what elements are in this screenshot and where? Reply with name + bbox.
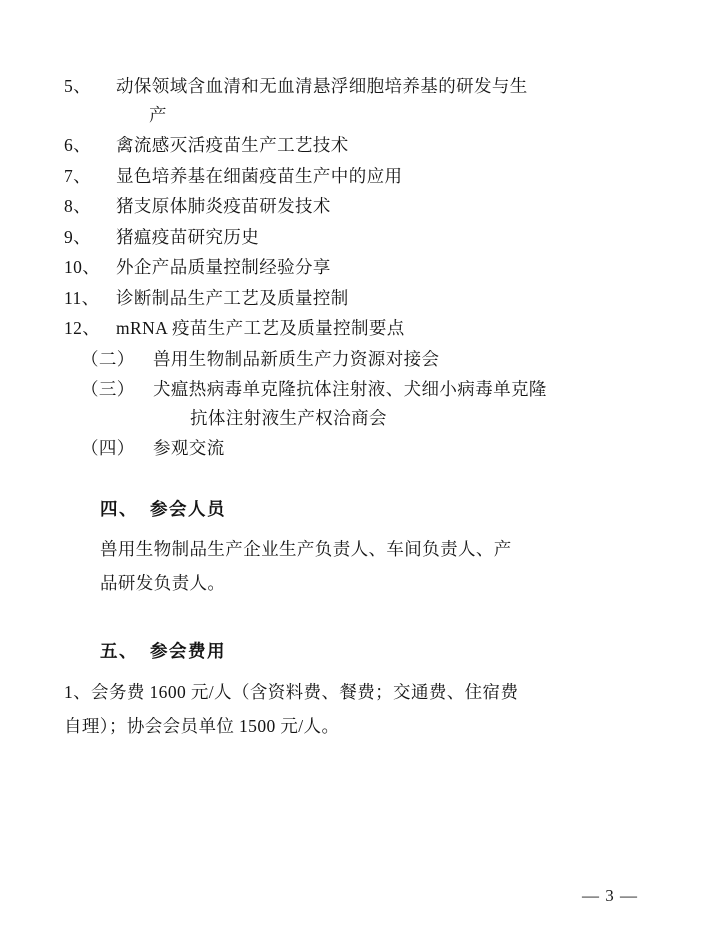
list-item — [64, 259, 638, 277]
list-item-number: 10、 — [64, 257, 101, 277]
list-item-number: 7、 — [64, 165, 92, 186]
section-heading-text: 参会人员 — [150, 498, 226, 519]
list-item-number: 11、 — [64, 287, 100, 308]
section-heading-number: 四、 — [100, 498, 138, 519]
list-item — [64, 137, 638, 155]
list-item-text: 猪支原体肺炎疫苗研发技术 — [116, 196, 331, 216]
sub-list-item-line2: 抗体注射液生产权洽商会 — [190, 407, 387, 428]
paragraph-line2: 品研发负责人。 — [100, 573, 226, 594]
section-paragraph-fees — [64, 675, 638, 743]
list-item-text: 禽流感灭活疫苗生产工艺技术 — [116, 135, 349, 155]
paragraph-line1: 兽用生物制品生产企业生产负责人、车间负责人、产 — [100, 539, 512, 559]
sub-list-item — [64, 348, 638, 369]
list-item-text — [116, 78, 638, 124]
sub-list-item — [64, 440, 638, 458]
list-item-text: 显色培养基在细菌疫苗生产中的应用 — [116, 165, 403, 186]
sub-list-item — [64, 381, 638, 427]
list-item-number: 8、 — [64, 196, 92, 216]
sub-list-item-text: 参观交流 — [153, 438, 225, 458]
list-item-text: 外企产品质量控制经验分享 — [116, 257, 331, 277]
paragraph-line1: 1、会务费 1600 元/人（含资料费、餐费；交通费、住宿费 — [64, 681, 519, 702]
list-item-text: 猪瘟疫苗研究历史 — [116, 226, 260, 247]
section-heading-text: 参会费用 — [150, 641, 226, 662]
section-heading-number: 五、 — [100, 641, 138, 662]
paragraph-line2: 自理）；协会会员单位 1500 元/人。 — [64, 715, 340, 736]
section-heading-fees — [64, 643, 638, 661]
list-item-number: 12、 — [64, 318, 101, 338]
list-item-line1: 动保领域含血清和无血清悬浮细胞培养基的研发与生 — [116, 76, 528, 96]
sub-list-item-line1: 犬瘟热病毒单克隆抗体注射液、犬细小病毒单克隆 — [153, 379, 547, 399]
list-item — [64, 226, 638, 247]
sub-list-item-number: （二） — [81, 348, 135, 369]
list-item-number: 5、 — [64, 76, 92, 96]
list-item — [64, 78, 638, 124]
list-item — [64, 287, 638, 308]
document-body — [64, 78, 638, 743]
list-item-line2: 产 — [149, 104, 167, 125]
spacer — [64, 471, 638, 477]
spacer — [64, 613, 638, 619]
list-item-text: 诊断制品生产工艺及质量控制 — [116, 287, 349, 308]
list-item — [64, 165, 638, 186]
sub-list-item-text: 兽用生物制品新质生产力资源对接会 — [153, 348, 440, 369]
sub-list-item-number: （四） — [81, 438, 135, 458]
list-item — [64, 320, 638, 338]
list-item-number: 6、 — [64, 135, 92, 155]
sub-list-item-number: （三） — [81, 379, 135, 399]
list-item — [64, 198, 638, 216]
section-paragraph-attendees — [64, 532, 638, 600]
section-heading-attendees — [64, 498, 638, 519]
list-item-number: 9、 — [64, 226, 92, 247]
page-number: — 3 — — [582, 886, 638, 905]
sub-list-item-text — [153, 381, 638, 427]
list-item-text: mRNA 疫苗生产工艺及质量控制要点 — [116, 318, 405, 338]
